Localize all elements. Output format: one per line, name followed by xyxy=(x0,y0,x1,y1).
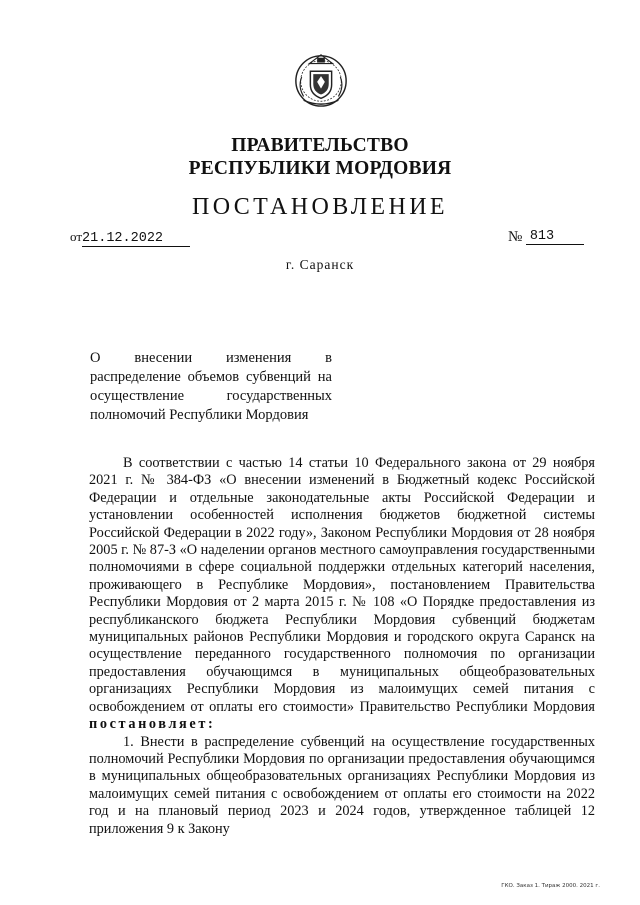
print-code: ГКО. Заказ 1. Тираж 2000. 2021 г. xyxy=(501,883,600,889)
government-name-line1: ПРАВИТЕЛЬСТВО xyxy=(231,135,409,156)
date-value: 21.12.2022 xyxy=(82,231,190,247)
date-prefix: от xyxy=(70,229,83,244)
document-date xyxy=(70,229,190,247)
paragraph-1-text: В соответствии с частью 14 статьи 10 Федерального закона от 29 ноября 2021 г. № 384-ФЗ «О внесении изменений в Бюджетный кодекс Российской Федерации и отдельные законодательные акты Российской Федерации и установлении особенностей исполнения бюджетов бюджетной системы Российской Федерации в 2022 году», Законом Республики Мордовия от 28 ноября 2005 г. № 87-З «О наделении органов местного самоуправления государственными полномочиями в сфере социальной поддержки отдельных категорий населения, проживающего в Республике Мордовия», постановлением Правительства Республики Мордовия от 2 марта 2015 г. № 108 «О Порядке предоставления из республиканского бюджета Республики Мордовия субвенций бюджетам муниципальных районов Республики Мордовия и городского округа Саранск на осуществление переданного государственного полномочия по организации предоставления обучающимся в муниципальных общеобразовательных организациях Республики Мордовия из малоимущих семей питания с освобождением от оплаты его стоимости» Правительство Республики Мордовия xyxy=(89,455,595,715)
resolves-keyword: постановляет: xyxy=(89,716,216,733)
document-subject: О внесении изменения в распределение объемов субвенций на осуществление государственных полномочий Республики Мордовия xyxy=(90,350,332,423)
body-paragraph-2: 1. Внести в распределение субвенций на осуществление государственных полномочий Республики Мордовия по организации предоставления обучающимся в муниципальных общеобразовательных организациях Республики Мордовия из малоимущих семей питания с освобождением от оплаты его стоимости на 2022 год и на плановый период 2023 и 2024 годов, утвержденное таблицей 12 приложения 9 к Закону xyxy=(89,733,595,837)
government-name-line2: РЕСПУБЛИКИ МОРДОВИЯ xyxy=(188,158,452,179)
number-value: 813 xyxy=(526,229,584,245)
number-prefix: № xyxy=(508,229,523,245)
document-number xyxy=(508,229,584,246)
city-name: г. Саранск xyxy=(285,257,355,272)
coat-of-arms-emblem xyxy=(292,50,350,108)
document-type-title: ПОСТАНОВЛЕНИЕ xyxy=(192,194,448,220)
document-body xyxy=(89,455,595,838)
body-paragraph-1 xyxy=(89,455,595,734)
